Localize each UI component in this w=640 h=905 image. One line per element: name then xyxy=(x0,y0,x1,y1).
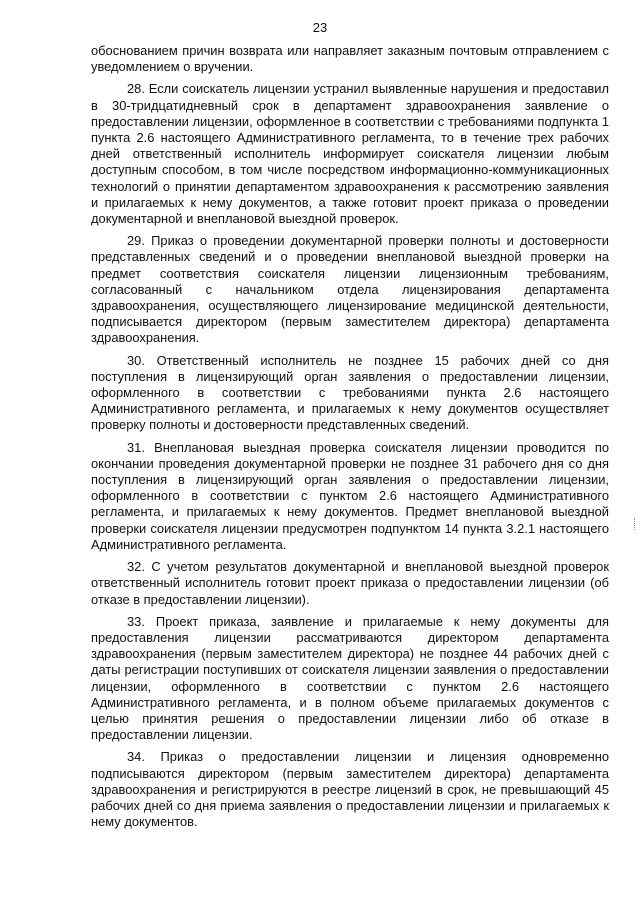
scan-edge-mark xyxy=(634,518,637,530)
document-body xyxy=(91,43,609,836)
paragraph-continuation: обоснованием причин возврата или направляет заказным почтовым отправлением с уведомлением о вручении. xyxy=(91,43,609,75)
paragraph-30: 30. Ответственный исполнитель не позднее 15 рабочих дней со дня поступления в лицензирующий орган заявления о предоставлении лицензии, оформленного в соответствии с требованиями пункта 2.6 настоящего Административного регламента, и прилагаемых к нему документов осуществляет проверку полноты и достоверности представленных сведений. xyxy=(91,352,609,433)
paragraph-29: 29. Приказ о проведении документарной проверки полноты и достоверности представленных сведений и о проведении внеплановой выездной проверки на предмет соответствия соискателя лицензии лицензионным требованиям, согласованный с начальником отдела лицензирования департамента здравоохранения, осуществляющего лицензирование медицинской деятельности, подписывается директором (первым заместителем директора) департамента здравоохранения. xyxy=(91,233,609,346)
paragraph-32: 32. С учетом результатов документарной и внеплановой выездной проверок ответственный исполнитель готовит проект приказа о предоставлении лицензии (об отказе в предоставлении лицензии). xyxy=(91,559,609,607)
paragraph-33: 33. Проект приказа, заявление и прилагаемые к нему документы для предоставления лицензии рассматриваются директором департамента здравоохранения (первым заместителем директора) не позднее 44 рабочих дней с даты регистрации поступивших от соискателя лицензии заявления о предоставлении лицензии, оформленного в соответствии с пунктом 2.6 настоящего Административного регламента, и в полном объеме прилагаемых документов с целью принятия решения о предоставлении лицензии либо об отказе в предоставлении лицензии. xyxy=(91,613,609,743)
paragraph-31: 31. Внеплановая выездная проверка соискателя лицензии проводится по окончании проведения документарной проверки не позднее 31 рабочего дня со дня поступления в лицензирующий орган заявления о предоставлении лицензии, оформленного в соответствии с пунктом 2.6 настоящего Административного регламента, и прилагаемых к нему документов. Предмет внеплановой выездной проверки соискателя лицензии предусмотрен подпунктом 14 пункта 3.2.1 настоящего Административного регламента. xyxy=(91,439,609,552)
paragraph-34: 34. Приказ о предоставлении лицензии и лицензия одновременно подписываются директором (первым заместителем директора) департамента здравоохранения и регистрируются в реестре лицензий в срок, не превышающий 45 рабочих дней со дня приема заявления о предоставлении лицензии и прилагаемых к нему документов. xyxy=(91,749,609,830)
page-number: 23 xyxy=(312,20,328,35)
paragraph-28: 28. Если соискатель лицензии устранил выявленные нарушения и предоставил в 30-тридцатидневный срок в департамент здравоохранения заявление о предоставлении лицензии, оформленное в соответствии с требованиями подпункта 1 пункта 2.6 настоящего Административного регламента, то в течение трех рабочих дней ответственный исполнитель информирует соискателя лицензии любым доступным способом, в том числе посредством информационно-коммуникационных технологий о принятии департаментом здравоохранения к рассмотрению заявления и прилагаемых к нему документов, а также готовит проект приказа о проведении документарной и внеплановой выездной проверок. xyxy=(91,81,609,227)
